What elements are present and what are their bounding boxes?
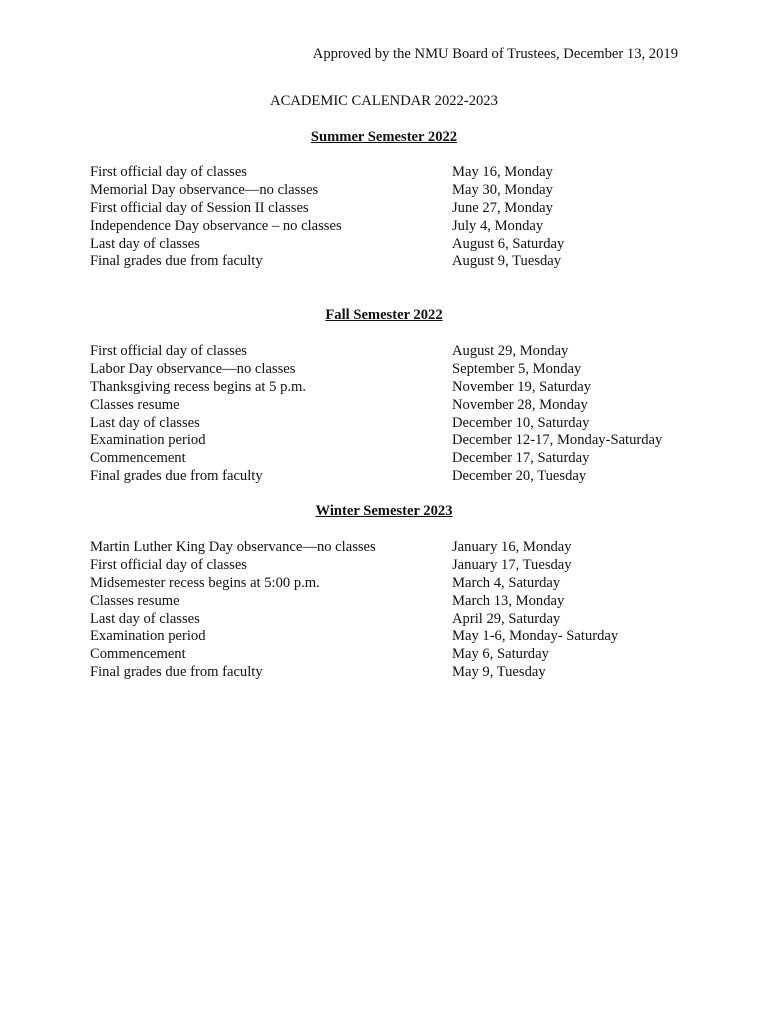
calendar-row — [90, 218, 690, 236]
calendar-row — [90, 450, 690, 468]
event-label: Final grades due from faculty — [90, 253, 263, 270]
calendar-row — [90, 628, 690, 646]
event-date: June 27, Monday — [452, 199, 553, 216]
event-date: January 17, Tuesday — [452, 556, 572, 573]
calendar-row — [90, 593, 690, 611]
event-label: First official day of classes — [90, 343, 247, 359]
calendar-row — [90, 557, 690, 575]
calendar-row — [90, 468, 690, 486]
event-label: First official day of Session II classes — [90, 199, 309, 216]
event-label: First official day of classes — [90, 164, 247, 180]
event-date: May 30, Monday — [452, 181, 553, 198]
section-heading-summer: Summer Semester 2022 — [310, 129, 458, 145]
calendar-row — [90, 182, 690, 200]
event-date: January 16, Monday — [452, 539, 572, 555]
event-label: Classes resume — [90, 396, 180, 413]
event-label: Independence Day observance – no classes — [90, 217, 342, 234]
event-label: Midsemester recess begins at 5:00 p.m. — [90, 574, 320, 591]
calendar-row — [90, 164, 690, 182]
calendar-row — [90, 236, 690, 254]
event-date: April 29, Saturday — [452, 610, 561, 627]
calendar-row — [90, 575, 690, 593]
event-date: December 10, Saturday — [452, 414, 590, 431]
event-date: December 20, Tuesday — [452, 468, 587, 485]
calendar-row — [90, 646, 690, 664]
calendar-row — [90, 539, 690, 557]
event-label: Martin Luther King Day observance—no classes — [90, 539, 376, 555]
event-label: Thanksgiving recess begins at 5 p.m. — [90, 378, 307, 395]
calendar-row — [90, 200, 690, 218]
section-heading-fall: Fall Semester 2022 — [325, 307, 443, 323]
section-rows-fall — [90, 343, 690, 486]
event-date: November 19, Saturday — [452, 378, 592, 395]
calendar-row — [90, 611, 690, 629]
document-title: ACADEMIC CALENDAR 2022-2023 — [270, 93, 498, 109]
event-date: July 4, Monday — [452, 217, 544, 234]
event-date: May 1-6, Monday- Saturday — [452, 628, 619, 645]
section-heading-winter: Winter Semester 2023 — [315, 503, 453, 519]
event-label: Last day of classes — [90, 414, 200, 431]
calendar-row — [90, 253, 690, 271]
event-label: Examination period — [90, 432, 206, 449]
calendar-row — [90, 397, 690, 415]
event-label: Commencement — [90, 450, 186, 467]
event-date: September 5, Monday — [452, 360, 582, 377]
event-date: March 4, Saturday — [452, 574, 561, 591]
event-label: Final grades due from faculty — [90, 468, 263, 485]
section-rows-summer — [90, 164, 690, 271]
event-date: May 6, Saturday — [452, 646, 549, 663]
event-label: Final grades due from faculty — [90, 664, 263, 681]
event-date: May 9, Tuesday — [452, 664, 546, 681]
event-label: Classes resume — [90, 592, 180, 609]
calendar-row — [90, 343, 690, 361]
calendar-row — [90, 664, 690, 682]
calendar-row — [90, 432, 690, 450]
event-date: December 12-17, Monday-Saturday — [452, 432, 663, 449]
event-label: Memorial Day observance—no classes — [90, 181, 319, 198]
approval-note: Approved by the NMU Board of Trustees, December 13, 2019 — [312, 46, 678, 62]
calendar-row — [90, 379, 690, 397]
calendar-row — [90, 415, 690, 433]
event-date: March 13, Monday — [452, 592, 565, 609]
calendar-row — [90, 361, 690, 379]
event-label: Last day of classes — [90, 235, 200, 252]
event-date: August 9, Tuesday — [452, 253, 562, 270]
event-date: August 29, Monday — [452, 343, 569, 359]
event-date: November 28, Monday — [452, 396, 588, 413]
section-rows-winter — [90, 539, 690, 682]
event-label: First official day of classes — [90, 556, 247, 573]
event-date: December 17, Saturday — [452, 450, 590, 467]
event-date: August 6, Saturday — [452, 235, 565, 252]
event-date: May 16, Monday — [452, 164, 553, 180]
event-label: Commencement — [90, 646, 186, 663]
event-label: Last day of classes — [90, 610, 200, 627]
event-label: Labor Day observance—no classes — [90, 360, 296, 377]
event-label: Examination period — [90, 628, 206, 645]
